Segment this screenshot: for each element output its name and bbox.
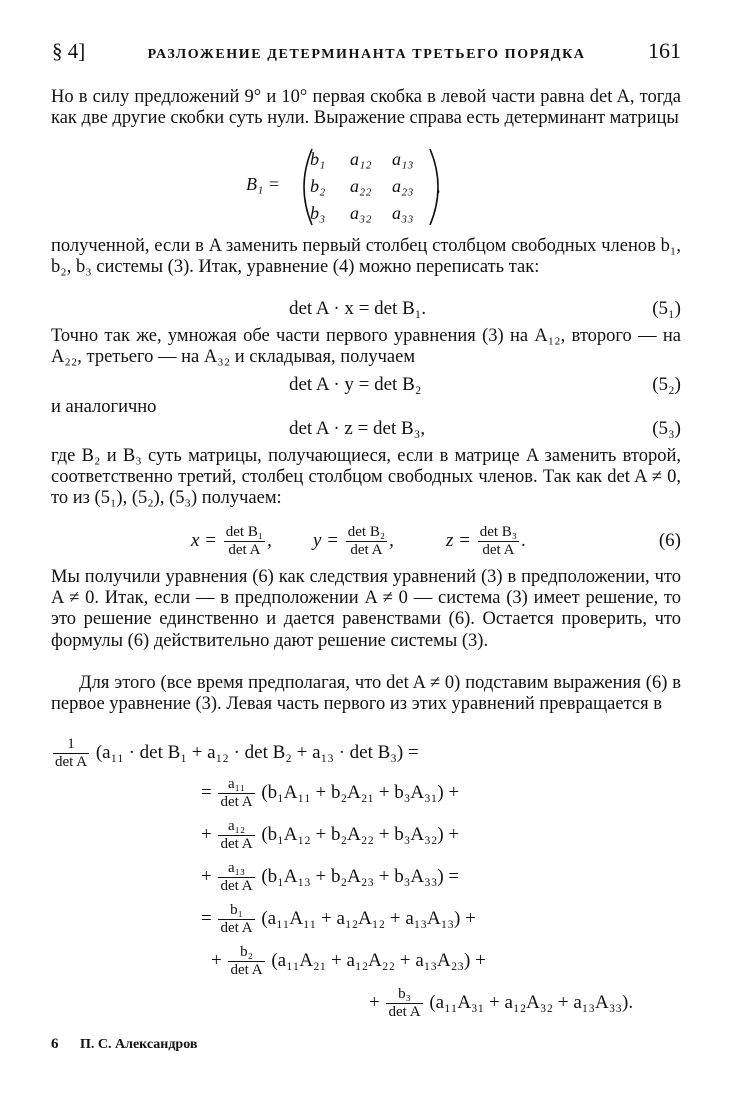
paragraph-7: Для этого (все время предполагая, что det A ≠ 0) подставим выражения (6) в первое уравнение (3). Левая часть первого из этих уравнений превращается в (51, 673, 681, 715)
y-lhs: y = (313, 530, 340, 551)
fraction-denominator: det A (220, 920, 253, 936)
matrix-cell: b₂ (310, 176, 326, 196)
footer-author: П. С. Александров (80, 1037, 198, 1052)
chain-text: (a₁₁A₂₁ + a₁₂A₂₂ + a₁₃A₂₃) + (271, 949, 486, 971)
equation-6 (51, 521, 681, 561)
chain-fraction (218, 860, 254, 895)
matrix-cells (310, 146, 430, 228)
x-lhs: x = (191, 530, 218, 551)
chain-row-1 (51, 736, 419, 771)
paragraph-4: и аналогично (51, 397, 157, 417)
matrix-cell: a₂₂ (350, 176, 372, 196)
chain-prefix: = (201, 781, 212, 803)
equation-number: (5₃) (652, 418, 681, 439)
matrix-cell: a₃₂ (350, 203, 372, 223)
chain-prefix: + (201, 823, 212, 845)
signature-number: 6 (51, 1036, 59, 1052)
derivation-chain (51, 736, 681, 1026)
y-fraction (346, 524, 387, 559)
matrix-cell: a₃₃ (392, 203, 414, 223)
signature-footer (51, 1036, 197, 1053)
fraction-numerator: a₁₂ (218, 818, 254, 836)
fraction-denominator: det A (220, 836, 253, 852)
equation-body: det A · x = det B₁. (289, 298, 427, 319)
x-separator: , (267, 530, 272, 551)
chain-fraction (218, 776, 254, 811)
equation-number: (5₂) (652, 374, 681, 395)
chain-fraction (218, 818, 254, 853)
equation-number: (5₁) (652, 298, 681, 319)
chain-text: (b₁A₁₁ + b₂A₂₁ + b₃A₃₁) + (261, 781, 460, 803)
matrix-cell: a₁₂ (350, 149, 372, 169)
paragraph-2: полученной, если в A заменить первый столбец столбцом свободных членов b₁, b₂, b₃ системы (3). Итак, уравнение (4) можно переписать так: (51, 236, 681, 278)
matrix-trailing-comma: , (436, 176, 441, 196)
z-separator: . (521, 530, 526, 551)
chain-text: (a₁₁A₁₁ + a₁₂A₁₂ + a₁₃A₁₃) + (261, 907, 476, 929)
z-denominator: det A (482, 542, 515, 559)
y-denominator: det A (350, 542, 383, 559)
x-denominator: det A (228, 542, 261, 559)
equation-number: (6) (658, 530, 681, 551)
fraction-denominator: det A (220, 794, 253, 810)
fraction-numerator: b₂ (228, 944, 264, 962)
equation-5-2 (51, 372, 681, 398)
chain-prefix: + (201, 865, 212, 887)
z-numerator: det B₃ (479, 524, 518, 541)
chain-row-2 (201, 776, 459, 811)
matrix-cell: a₁₃ (392, 149, 414, 169)
chain-row-7 (369, 986, 633, 1021)
chain-fraction (386, 986, 422, 1021)
chain-fraction (218, 902, 254, 937)
x-fraction (224, 524, 265, 559)
fraction-numerator: a₁₁ (218, 776, 254, 794)
chain-prefix: = (201, 907, 212, 929)
matrix-cell: b₃ (310, 203, 326, 223)
running-header (52, 38, 681, 70)
fraction-numerator: a₁₃ (218, 860, 254, 878)
chain-row-4 (201, 860, 459, 895)
page-number: 161 (648, 38, 681, 63)
paragraph-5: где B₂ и B₃ суть матрицы, получающиеся, если в матрице A заменить второй, соответственно третий, столбец столбцом свободных членов. Так как det A ≠ 0, то из (5₁), (5₂), (5₃) получаем: (51, 446, 681, 509)
fraction-denominator: det A (220, 878, 253, 894)
chain-row-5 (201, 902, 476, 937)
y-numerator: det B₂ (347, 524, 386, 541)
equation-6-z (446, 521, 526, 561)
y-separator: , (389, 530, 394, 551)
matrix-label: B₁ = (246, 174, 280, 194)
fraction-denominator: det A (55, 754, 88, 770)
equation-6-x (191, 521, 272, 561)
section-marker: § 4] (52, 39, 86, 63)
chain-text: (a₁₁A₃₁ + a₁₂A₃₂ + a₁₃A₃₃). (429, 991, 634, 1013)
header-title: РАЗЛОЖЕНИЕ ДЕТЕРМИНАНТА ТРЕТЬЕГО ПОРЯДКА (147, 47, 586, 62)
x-numerator: det B₁ (225, 524, 264, 541)
chain-text: (b₁A₁₂ + b₂A₂₂ + b₃A₃₂) + (261, 823, 460, 845)
fraction-denominator: det A (230, 962, 263, 978)
equation-5-1 (51, 296, 681, 322)
fraction-numerator: b₃ (386, 986, 422, 1004)
z-fraction (478, 524, 519, 559)
chain-fraction (228, 944, 264, 979)
matrix-cell: b₁ (310, 149, 326, 169)
paragraph-3: Точно так же, умножая обе части первого уравнения (3) на A₁₂, второго — на A₂₂, третьего — на A₃₂ и складывая, получаем (51, 326, 681, 368)
matrix-b1 (232, 146, 462, 228)
equation-body: det A · z = det B₃, (289, 418, 426, 439)
fraction-denominator: det A (388, 1004, 421, 1020)
chain-text: (b₁A₁₃ + b₂A₂₃ + b₃A₃₃) = (261, 865, 460, 887)
fraction-numerator: b₁ (218, 902, 254, 920)
paragraph-6: Мы получили уравнения (6) как следствия уравнений (3) в предположении, что A ≠ 0. Итак, если — в предположении A ≠ 0 — система (3) имеет решение, то это решение единственно и дается равенствами (6). Остается проверить, что формулы (6) действительно дают решение системы (3). (51, 567, 681, 651)
chain-fraction (53, 736, 89, 771)
matrix-cell: a₂₃ (392, 176, 414, 196)
equation-5-3 (51, 416, 681, 442)
chain-prefix: + (369, 991, 380, 1013)
chain-prefix: + (211, 949, 222, 971)
fraction-numerator: 1 (53, 736, 89, 754)
chain-row-3 (201, 818, 459, 853)
z-lhs: z = (446, 530, 471, 551)
equation-6-y (313, 521, 394, 561)
chain-text: (a₁₁ · det B₁ + a₁₂ · det B₂ + a₁₃ · det B₃) = (95, 741, 419, 763)
chain-row-6 (211, 944, 486, 979)
paragraph-1: Но в силу предложений 9° и 10° первая скобка в левой части равна det A, тогда как две другие скобки суть нули. Выражение справа есть детерминант матрицы (51, 87, 681, 129)
equation-body: det A · y = det B₂ (289, 374, 422, 395)
